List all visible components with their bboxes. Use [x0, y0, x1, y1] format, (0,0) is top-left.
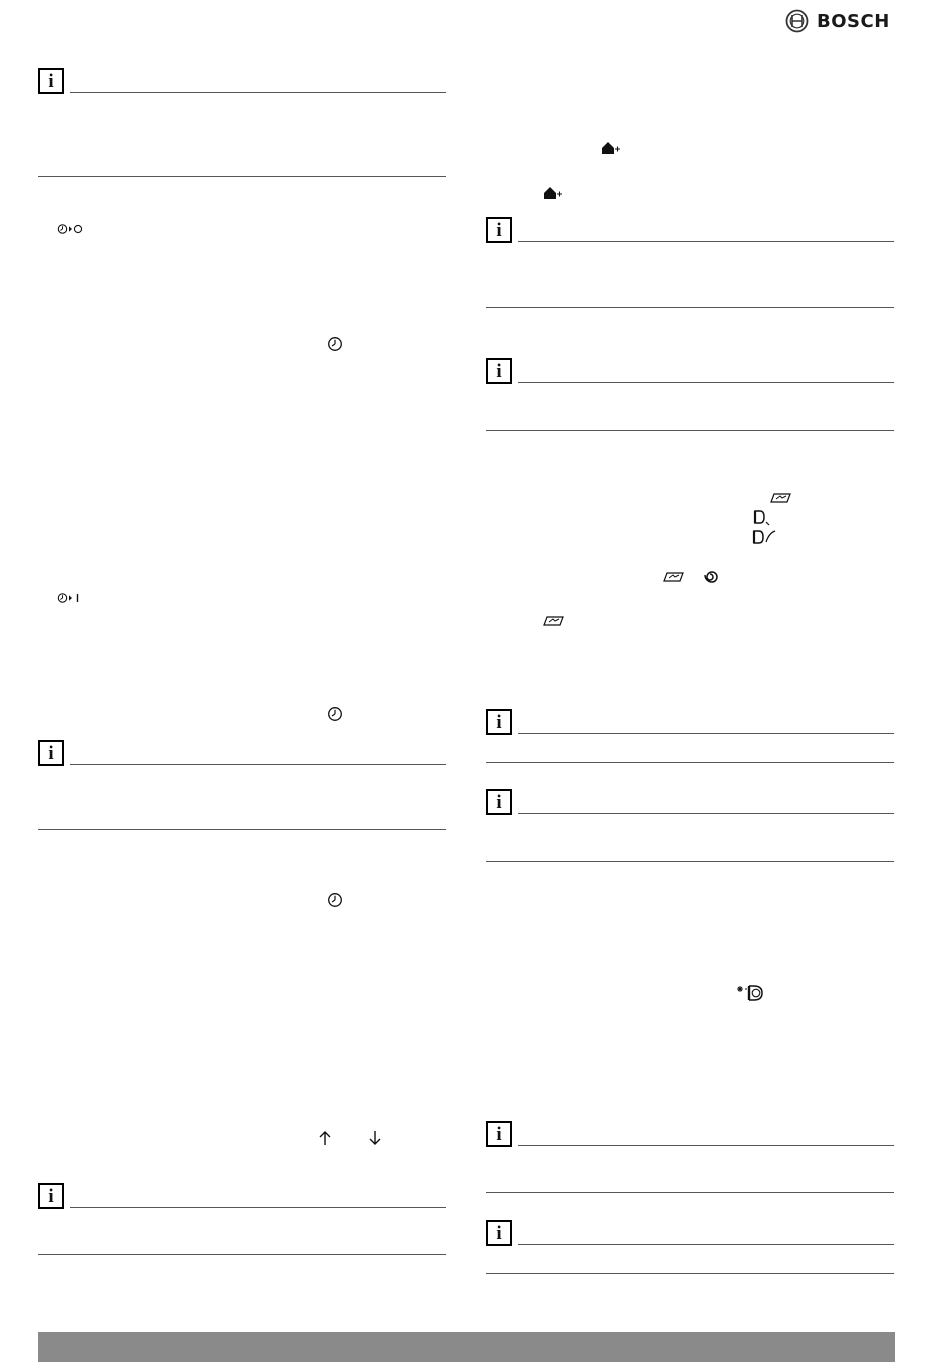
info-icon: i: [486, 1121, 512, 1147]
info-note: [486, 709, 894, 739]
info-note: [38, 68, 446, 98]
info-note-end-rule: [38, 1254, 446, 1255]
eco-mode-icon: [770, 492, 792, 504]
info-note: [486, 789, 894, 819]
info-note-end-rule: [486, 861, 894, 862]
info-note-end-rule: [486, 430, 894, 431]
info-divider: [518, 813, 894, 814]
footer-bar: [38, 1332, 895, 1362]
clock-to-on-icon: [57, 592, 81, 604]
info-icon: i: [486, 358, 512, 384]
info-icon: i: [486, 217, 512, 243]
bosch-armature-icon: [785, 9, 809, 33]
info-icon: i: [38, 1183, 64, 1209]
info-divider: [70, 92, 446, 93]
eco-mode-icon: [543, 615, 565, 627]
info-icon: i: [486, 1220, 512, 1246]
info-icon: i: [486, 709, 512, 735]
arrow-up-icon: [318, 1130, 332, 1146]
info-note-end-rule: [38, 176, 446, 177]
info-divider: [518, 382, 894, 383]
clock-icon: [327, 706, 343, 722]
lamp-dimmed-icon: [753, 509, 773, 527]
info-divider: [70, 764, 446, 765]
arrow-down-icon: [368, 1130, 382, 1146]
info-note-end-rule: [486, 762, 894, 763]
info-icon: i: [486, 789, 512, 815]
info-divider: [518, 241, 894, 242]
info-icon: i: [38, 740, 64, 766]
lamp-bright-icon: [752, 529, 778, 547]
eco-mode-icon: [663, 571, 685, 583]
home-icon: [601, 140, 621, 156]
info-note: [38, 1183, 446, 1213]
info-note: [486, 1121, 894, 1151]
info-note-end-rule: [486, 1273, 894, 1274]
info-note-end-rule: [486, 307, 894, 308]
swirl-icon: [702, 568, 718, 586]
info-note-end-rule: [38, 829, 446, 830]
info-icon: i: [38, 68, 64, 94]
brand-name: BOSCH: [817, 10, 890, 32]
brand-logo: [785, 6, 915, 36]
info-divider: [70, 1207, 446, 1208]
home-icon: [543, 185, 563, 201]
info-note: [38, 740, 446, 770]
info-note: [486, 217, 894, 247]
sparkle-lamp-icon: [735, 983, 767, 1003]
clock-icon: [327, 892, 343, 908]
clock-to-off-icon: [57, 223, 83, 235]
info-note: [486, 358, 894, 388]
info-divider: [518, 1145, 894, 1146]
clock-icon: [327, 336, 343, 352]
info-note: [486, 1220, 894, 1250]
info-note-end-rule: [486, 1192, 894, 1193]
info-divider: [518, 1244, 894, 1245]
info-divider: [518, 733, 894, 734]
